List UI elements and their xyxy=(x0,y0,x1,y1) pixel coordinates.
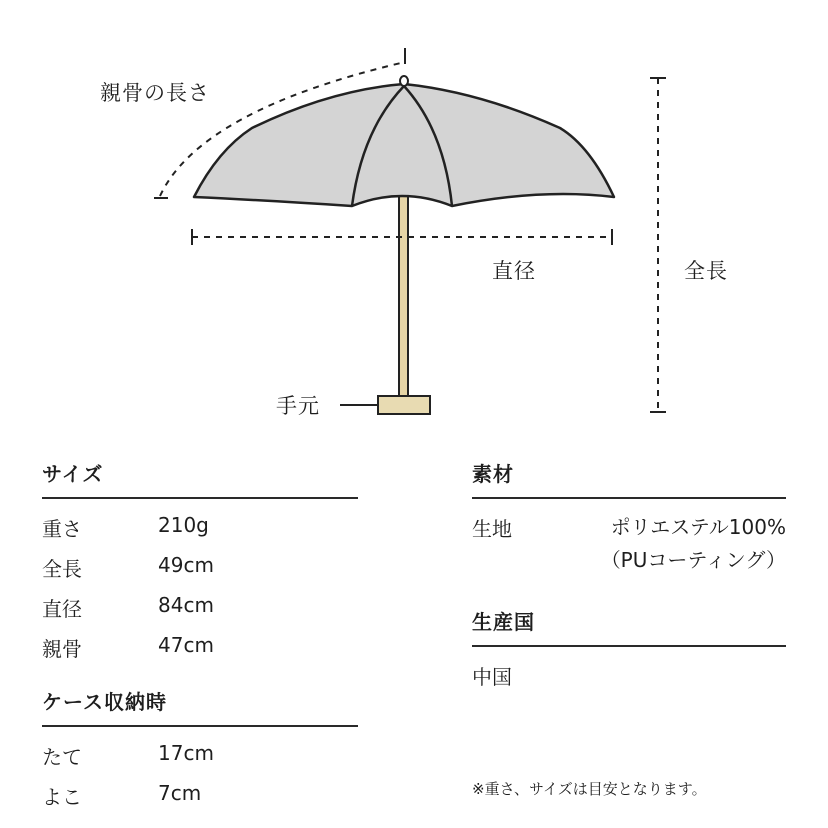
spec-row-case-width xyxy=(42,781,358,821)
handle-label: 手元 xyxy=(276,394,320,418)
origin-title: 生産国 xyxy=(472,606,786,647)
origin-value: 中国 xyxy=(472,665,512,689)
spec-key: 重さ xyxy=(42,517,82,541)
umbrella-tip xyxy=(400,76,408,86)
material-section xyxy=(472,458,786,577)
spec-value: 84cm xyxy=(158,593,214,617)
spec-key: 直径 xyxy=(42,597,82,621)
origin-row xyxy=(472,661,786,701)
size-section xyxy=(42,458,358,673)
spec-value: 49cm xyxy=(158,553,214,577)
disclaimer-note: ※重さ、サイズは目安となります。 xyxy=(472,780,707,798)
spec-key: 全長 xyxy=(42,557,82,581)
spec-row-length xyxy=(42,553,358,593)
origin-section xyxy=(472,606,786,701)
umbrella-shaft xyxy=(399,192,408,398)
material-key: 生地 xyxy=(472,517,512,541)
material-value-line2: （PUコーティング） xyxy=(600,548,786,572)
total-length-label: 全長 xyxy=(684,259,728,283)
spec-key: 親骨 xyxy=(42,637,82,661)
rib-length-label: 親骨の長さ xyxy=(100,81,210,105)
spec-key: たて xyxy=(42,745,82,769)
size-title: サイズ xyxy=(42,458,358,499)
umbrella-handle xyxy=(378,396,430,414)
spec-value: 210g xyxy=(158,513,209,537)
spec-value: 17cm xyxy=(158,741,214,765)
material-title: 素材 xyxy=(472,458,786,499)
spec-value: 47cm xyxy=(158,633,214,657)
material-value xyxy=(601,511,786,577)
case-section xyxy=(42,686,358,821)
spec-key: よこ xyxy=(42,785,82,809)
spec-value: 7cm xyxy=(158,781,202,805)
umbrella-canopy xyxy=(194,84,614,206)
spec-row-case-height xyxy=(42,741,358,781)
case-title: ケース収納時 xyxy=(42,686,358,727)
material-row xyxy=(472,513,786,577)
diameter-label: 直径 xyxy=(492,259,536,283)
spec-row-rib xyxy=(42,633,358,673)
material-value-line1: ポリエステル100% xyxy=(610,515,786,539)
spec-row-diameter xyxy=(42,593,358,633)
spec-row-weight xyxy=(42,513,358,553)
